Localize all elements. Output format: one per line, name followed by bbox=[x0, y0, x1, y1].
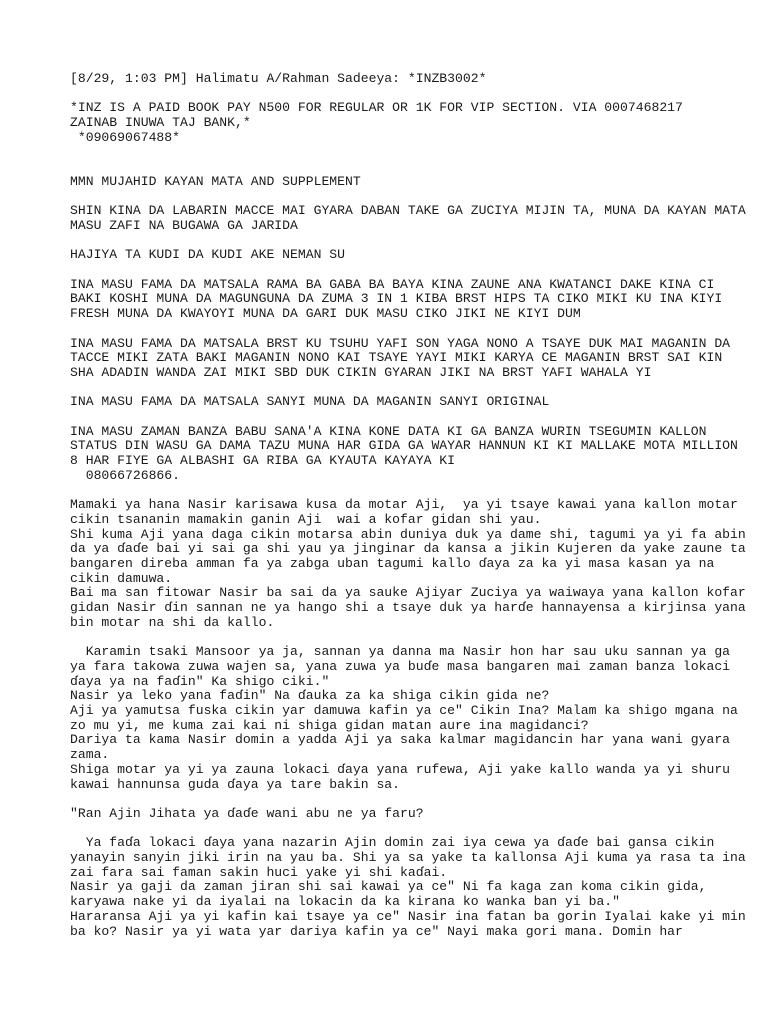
payment-notice bbox=[70, 101, 750, 145]
ad-paragraph-5: INA MASU FAMA DA MATSALA SANYI MUNA DA MAGANIN SANYI ORIGINAL bbox=[70, 394, 550, 410]
payment-notice-line1: *INZ IS A PAID BOOK PAY N500 FOR REGULAR OR 1K FOR VIP SECTION. VIA 0007468217 bbox=[70, 100, 683, 116]
payment-notice-line3: *09069067488* bbox=[70, 129, 181, 145]
ad-paragraph-2: HAJIYA TA KUDI DA KUDI AKE NEMAN SU bbox=[70, 247, 346, 263]
ad-paragraph-6: INA MASU ZAMAN BANZA BABU SANA'A KINA KONE DATA KI GA BANZA WURIN TSEGUMIN KALLON STATUS DIN WASU GA DAMA TAZU MUNA HAR GIDA GA WAYAR HANNUN KI KI MALLAKE MOTA MILLION 8 HAR FIYE GA ALBASHI GA RIBA GA KYAUTA KAYAYA KI bbox=[70, 423, 746, 469]
story-paragraph-1: Mamaki ya hana Nasir karisawa kusa da motar Aji, ya yi tsaye kawai yana kallon motar cikin tsananin mamakin ganin Aji wai a kofar gidan shi yau. Shi kuma Aji yana daga cikin motarsa abin duniya duk ya dame shi, tagumi ya yi fa abin da ya ɗaɗe bai yi sai ga shi yau ya jinginar da kansa a jikin Kujeren da yake zaune ta bangaren direba amman fa ya zabga uban tagumi kallo ɗaya za ka yi masa kasan ya na cikin damuwa. Bai ma san fitowar Nasir ba sai da ya sauke Ajiyar Zuciya ya waiwaya yana kallon kofar gidan Nasir ɗin sannan ne ya hango shi a tsaye duk ya harɗe hannayensa a kirjinsa yana bin motar na shi da kallo. bbox=[70, 497, 746, 630]
message-header-line: [8/29, 1:03 PM] Halimatu A/Rahman Sadeeya: *INZB3002* bbox=[70, 71, 487, 86]
ad-paragraph-4: INA MASU FAMA DA MATSALA BRST KU TSUHU YAFI SON YAGA NONO A TSAYE DUK MAI MAGANIN DA TACCE MIKI ZATA BAKI MAGANIN NONO KAI TSAYE YAYI MIKI KARYA CE MAGANIN BRST SAI KIN SHA ADADIN WANDA ZAI MIKI SBD DUK CIKIN GYARAN JIKI NA BRST YAFI WAHALA YI bbox=[70, 335, 738, 380]
story-paragraph-4: Ya faɗa lokaci ɗaya yana nazarin Ajin domin zai iya cewa ya ɗaɗe bai gansa cikin yanayin sanyin jiki irin na yau ba. Shi ya sa yake ta kallonsa Aji kuma ya rasa ta ina zai fara sai faman sakin huci yake yi shi kaɗai. Nasir ya gaji da zaman jiran shi sai kawai ya ce" Ni fa kaga zan koma cikin gida, karyawa nake yi da iyalai na lokacin da ka kirana ko wanka ban yi ba." Hararansa Aji ya yi kafin kai tsaye ya ce" Nasir ina fatan ba gorin Iyalai kake yi min ba ko? Nasir ya yi wata yar dariya kafin ya ce" Nayi maka gori mana. Domin har bbox=[70, 835, 746, 939]
ad-phone-number: 08066726866. bbox=[70, 467, 181, 483]
story-paragraph-3: "Ran Ajin Jihata ya ɗaɗe wani abu ne ya faru? bbox=[70, 805, 424, 821]
ad-paragraph-1: SHIN KINA DA LABARIN MACCE MAI GYARA DABAN TAKE GA ZUCIYA MIJIN TA, MUNA DA KAYAN MATA MASU ZAFI NA BUGAWA GA JARIDA bbox=[70, 203, 754, 233]
sponsor-title: MMN MUJAHID KAYAN MATA AND SUPPLEMENT bbox=[70, 173, 361, 189]
story-paragraph-2: Karamin tsaki Mansoor ya ja, sannan ya danna ma Nasir hon har sau uku sannan ya ga ya fara takowa zuwa wajen sa, yana zuwa ya buɗe masa bangaren mai zaman banza lokaci ɗaya ya na faɗin" Ka shigo ciki." Nasir ya leko yana faɗin" Na ɗauka za ka shiga cikin gida ne? Aji ya yamutsa fuska cikin yar damuwa kafin ya ce" Cikin Ina? Malam ka shigo mgana na zo mu yi, me kuma zai kai ni shiga gidan matan aure ina magidanci? Dariya ta kama Nasir domin a yadda Aji ya saka kalmar magidancin har yana wani gyara zama. Shiga motar ya yi ya zauna lokaci ɗaya yana rufewa, Aji yake kallo wanda ya yi shuru kawai hannunsa guda ɗaya ya tare bakin sa. bbox=[70, 644, 738, 792]
ad-paragraph-3: INA MASU FAMA DA MATSALA RAMA BA GABA BA BAYA KINA ZAUNE ANA KWATANCI DAKE KINA CI BAKI KOSHI MUNA DA MAGUNGUNA DA ZUMA 3 IN 1 KIBA BRST HIPS TA CIKO MIKI KU INA KIYI FRESH MUNA DA KWAYOYI MUNA DA GARI DUK MASU CIKO JIKI NE KIYI DUM bbox=[70, 276, 731, 322]
document-body bbox=[70, 71, 754, 939]
payment-notice-line2: ZAINAB INUWA TAJ BANK,* bbox=[70, 115, 251, 131]
